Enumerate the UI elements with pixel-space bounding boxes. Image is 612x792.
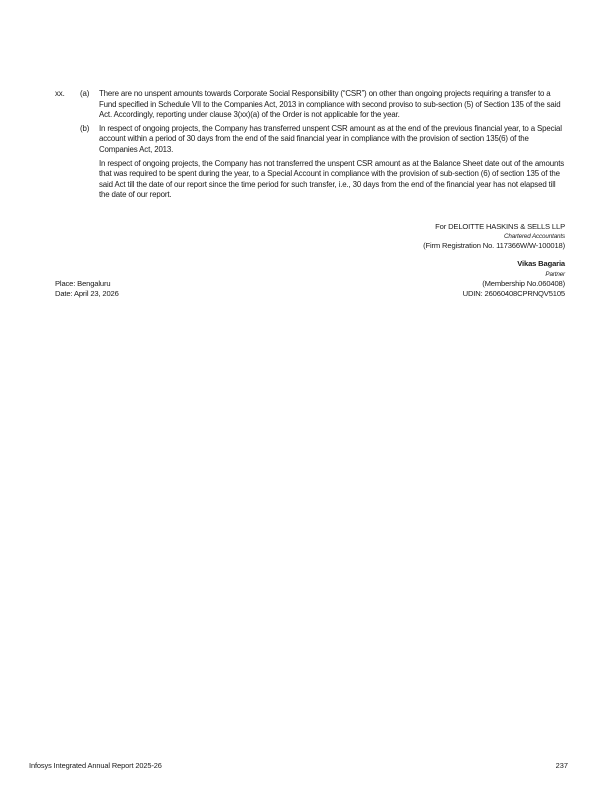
clause-xx-b xyxy=(55,124,565,156)
subclause-b-label: (b) xyxy=(80,123,90,133)
footer-page-number: 237 xyxy=(555,761,568,770)
firm-registration: (Firm Registration No. 117366W/W-100018) xyxy=(423,241,565,251)
footer-report-title: Infosys Integrated Annual Report 2025-26 xyxy=(29,761,162,770)
clause-xx-a xyxy=(55,89,565,121)
membership-number: (Membership No.060408) xyxy=(482,279,565,288)
subclause-a-text: There are no unspent amounts towards Corporate Social Responsibility (“CSR”) on other than ongoing projects requiring a transfer to a Fund specified in Schedule VII to the Companies Act, 2013 in compliance with second proviso to sub-section (5) of Section 135 of the said Act. Accordingly, reporting under clause 3(xx)(a) of the Order is not applicable for the year. xyxy=(99,89,561,120)
subclause-b-text-2: In respect of ongoing projects, the Company has not transferred the unspent CSR amount as at the Balance Sheet date out of the amounts that was required to be spent during the year, to a Special Account in compliance with the provision of sub-section (6) of section 135 of the said Act till the date of our report since the time period for such transfer, i.e., 30 days from the end of the financial year has not elapsed till the date of our report. xyxy=(99,158,565,200)
subclause-b-text: In respect of ongoing projects, the Company has transferred unspent CSR amount as at the end of the previous financial year, to a Special account within a period of 30 days from the end of the said financial year in compliance with the provision of section 135(6) of the Companies Act, 2013. xyxy=(99,123,562,154)
signature-block xyxy=(423,222,565,279)
date-text: Date: April 23, 2026 xyxy=(55,289,119,299)
subclause-a-label: (a) xyxy=(80,89,90,98)
place-date-block xyxy=(55,279,119,299)
signatory-name: Vikas Bagaria xyxy=(517,259,565,269)
place-text: Place: Bengaluru xyxy=(55,279,111,288)
clause-xx xyxy=(55,89,565,201)
firm-name: For DELOITTE HASKINS & SELLS LLP xyxy=(435,222,565,231)
membership-block xyxy=(463,279,565,299)
firm-role: Chartered Accountants xyxy=(503,233,565,241)
signatory-title: Partner xyxy=(545,270,565,278)
udin-number: UDIN: 26060408CPRNQV5105 xyxy=(462,289,565,299)
clause-number: xx. xyxy=(55,89,65,98)
